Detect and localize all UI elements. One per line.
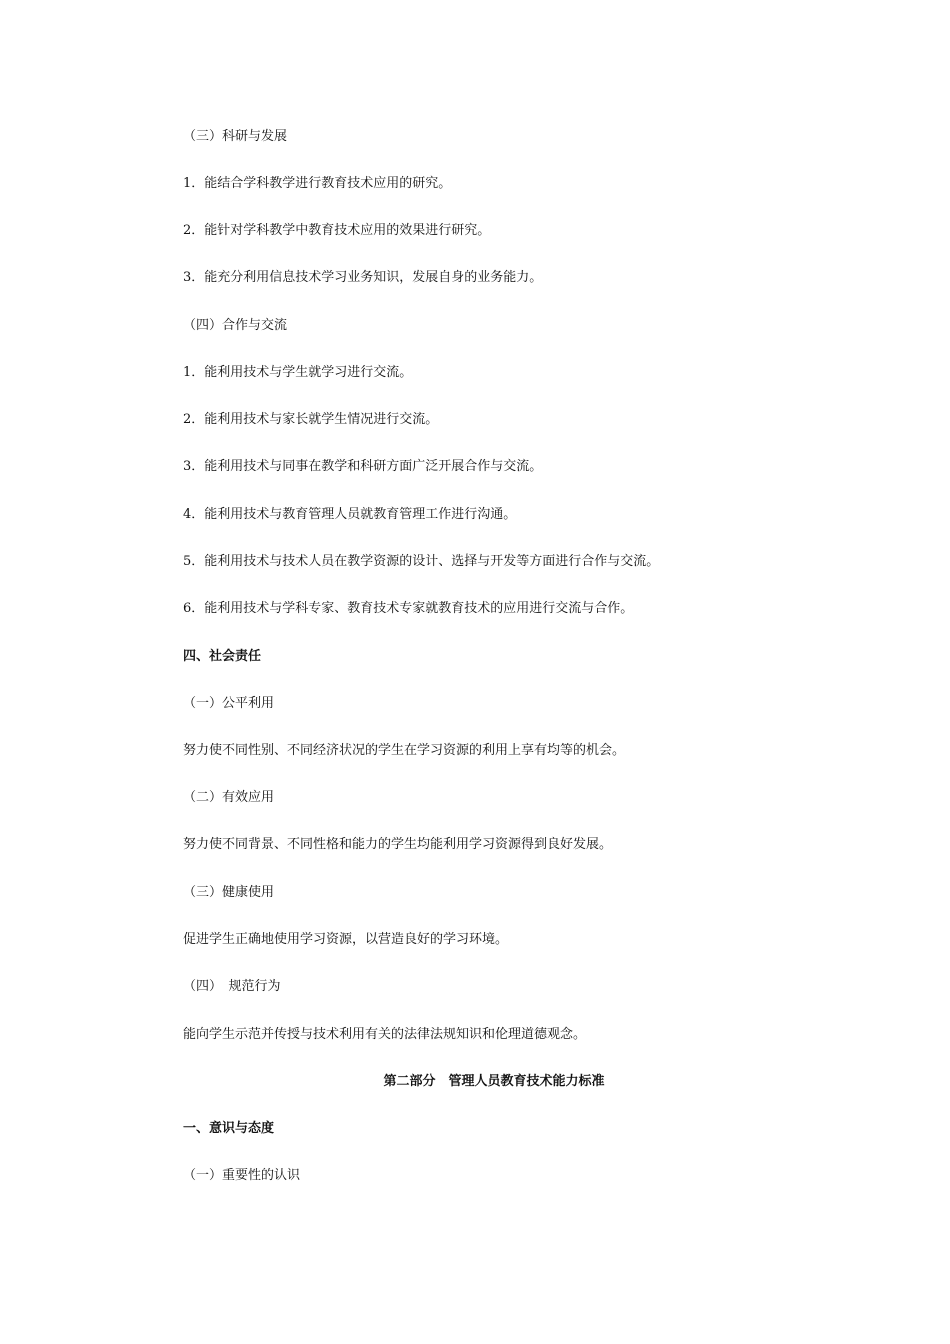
paragraph-line: 2．能针对学科教学中教育技术应用的效果进行研究。	[183, 223, 491, 238]
subsection-heading-effective-use: （二）有效应用	[183, 790, 275, 805]
part-title: 第二部分 管理人员教育技术能力标准	[383, 1074, 605, 1089]
paragraph-line: 努力使不同背景、不同性格和能力的学生均能利用学习资源得到良好发展。	[183, 837, 613, 852]
subsection-heading-healthy-use: （三）健康使用	[183, 885, 275, 900]
subsection-heading-standard-behavior: （四） 规范行为	[183, 979, 281, 994]
paragraph-line: 2．能利用技术与家长就学生情况进行交流。	[183, 412, 439, 427]
paragraph-line: 6．能利用技术与学科专家、教育技术专家就教育技术的应用进行交流与合作。	[183, 601, 634, 616]
paragraph-line: 能向学生示范并传授与技术利用有关的法律法规知识和伦理道德观念。	[183, 1027, 587, 1042]
paragraph-line: 5．能利用技术与技术人员在教学资源的设计、选择与开发等方面进行合作与交流。	[183, 554, 660, 569]
subsection-heading-research: （三）科研与发展	[183, 129, 288, 144]
paragraph-line: 1．能利用技术与学生就学习进行交流。	[183, 365, 413, 380]
subsection-heading-importance: （一）重要性的认识	[183, 1168, 301, 1183]
paragraph-line: 促进学生正确地使用学习资源，以营造良好的学习环境。	[183, 932, 509, 947]
paragraph-line: 3．能充分利用信息技术学习业务知识，发展自身的业务能力。	[183, 270, 543, 285]
paragraph-line: 4．能利用技术与教育管理人员就教育管理工作进行沟通。	[183, 507, 517, 522]
subsection-heading-cooperation: （四）合作与交流	[183, 318, 288, 333]
section-heading-awareness: 一、意识与态度	[183, 1121, 275, 1136]
section-heading-social-responsibility: 四、社会责任	[183, 649, 262, 664]
paragraph-line: 1．能结合学科教学进行教育技术应用的研究。	[183, 176, 452, 191]
paragraph-line: 3．能利用技术与同事在教学和科研方面广泛开展合作与交流。	[183, 459, 543, 474]
paragraph-line: 努力使不同性别、不同经济状况的学生在学习资源的利用上享有均等的机会。	[183, 743, 626, 758]
subsection-heading-fair-use: （一）公平利用	[183, 696, 275, 711]
